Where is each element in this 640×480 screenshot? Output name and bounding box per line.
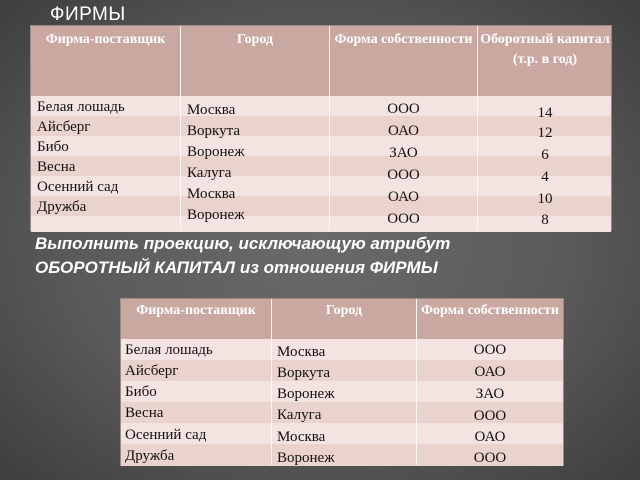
cell-city: Воронеж: [187, 207, 245, 223]
cell-ownership: ООО: [387, 211, 420, 227]
cell-capital: 14: [537, 105, 553, 121]
cell-firm: Белая лошадь: [125, 342, 213, 358]
header-capital: Оборотный капитал (т.р. в год): [480, 32, 610, 67]
header-city: Город: [236, 32, 274, 47]
cell-firm: Осенний сад: [37, 179, 119, 195]
column-divider: [180, 26, 181, 230]
cell-firm: Белая лошадь: [37, 99, 125, 115]
cell-city: Воркута: [187, 123, 240, 139]
cell-ownership: ЗАО: [389, 145, 418, 161]
header-firm: Фирма-поставщик: [45, 32, 166, 47]
cell-capital: 6: [541, 147, 549, 163]
cell-city: Москва: [187, 186, 236, 202]
cell-firm: Весна: [125, 405, 164, 421]
cell-city: Воронеж: [277, 386, 335, 402]
cell-firm: Айсберг: [125, 363, 179, 379]
firms-table: [30, 25, 612, 231]
cell-firm: Дружба: [125, 448, 175, 464]
cell-capital: 10: [537, 191, 553, 207]
cell-city: Калуга: [187, 165, 232, 181]
cell-firm: Весна: [37, 159, 76, 175]
cell-ownership: ЗАО: [475, 386, 505, 402]
cell-ownership: ООО: [473, 450, 507, 466]
cell-capital: 4: [541, 169, 549, 185]
column-divider: [271, 299, 272, 465]
cell-city: Воронеж: [187, 144, 245, 160]
header-firm: Фирма-поставщик: [136, 303, 256, 318]
header-ownership: Форма собственности: [421, 303, 559, 318]
cell-city: Воронеж: [277, 450, 335, 466]
cell-city: Калуга: [277, 407, 322, 423]
caption-line: Выполнить проекцию, исключающую атрибут: [35, 234, 451, 253]
cell-city: Москва: [187, 102, 236, 118]
cell-ownership: ООО: [387, 167, 420, 183]
slide-title: ФИРМЫ: [50, 4, 126, 25]
cell-firm: Дружба: [37, 199, 87, 215]
cell-firm: Бибо: [125, 384, 157, 400]
cell-ownership: ООО: [473, 342, 507, 358]
caption-line: ОБОРОТНЫЙ КАПИТАЛ из отношения ФИРМЫ: [35, 258, 438, 277]
cell-firm: Осенний сад: [125, 427, 207, 443]
cell-ownership: ОАО: [474, 364, 506, 380]
cell-ownership: ОАО: [387, 123, 419, 139]
cell-ownership: ОАО: [387, 189, 419, 205]
cell-ownership: ООО: [473, 408, 507, 424]
cell-ownership: ОАО: [474, 429, 506, 445]
header-city: Город: [325, 303, 363, 318]
cell-city: Воркута: [277, 365, 330, 381]
projection-table: [120, 298, 564, 466]
cell-capital: 12: [537, 125, 553, 141]
cell-city: Москва: [277, 344, 326, 360]
cell-capital: 8: [541, 212, 549, 228]
cell-firm: Бибо: [37, 139, 69, 155]
cell-city: Москва: [277, 429, 326, 445]
cell-firm: Айсберг: [37, 119, 91, 135]
task-caption: [35, 232, 625, 280]
cell-ownership: ООО: [387, 101, 420, 117]
header-ownership: Форма собственности: [334, 32, 473, 47]
